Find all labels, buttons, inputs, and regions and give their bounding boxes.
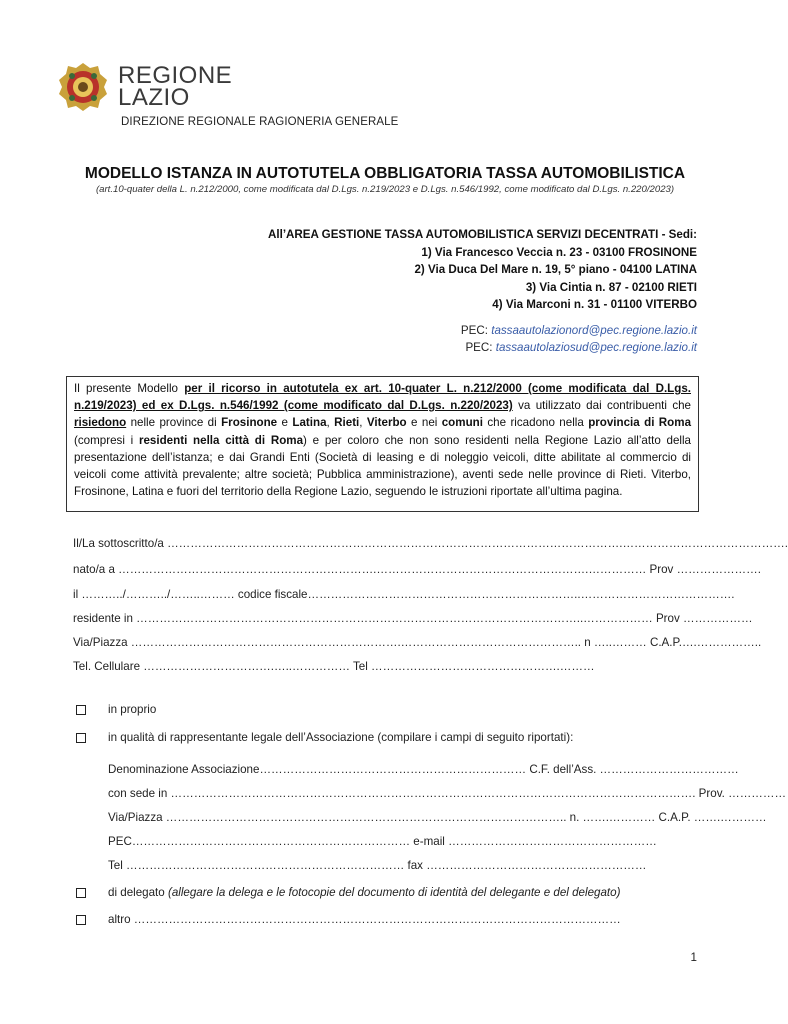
option-own-behalf[interactable]: [76, 703, 710, 716]
intro-text-bold: residenti nella città di Roma: [138, 433, 304, 447]
intro-text-bold: provincia di Roma: [588, 416, 692, 430]
pec-address-link[interactable]: tassaautolaziosud@pec.regione.lazio.it: [495, 341, 697, 354]
intro-text-emphasis: risiedono: [74, 416, 127, 430]
checkbox[interactable]: [76, 915, 86, 925]
option-label: di delegato: [108, 886, 168, 899]
checkbox[interactable]: [76, 705, 86, 715]
field-association-tel-fax[interactable]: Tel ……………………………………………………………… fax …………………………………………………: [108, 859, 647, 872]
intro-notice-box: [66, 376, 699, 512]
field-full-name[interactable]: Il/La sottoscritto/a ……………………………………………………………………………………………………….…………………………………….: [73, 537, 788, 550]
regione-lazio-logo: [58, 62, 232, 112]
pec-block: [461, 322, 697, 356]
checkbox[interactable]: [76, 733, 86, 743]
form-title: MODELLO ISTANZA IN AUTOTUTELA OBBLIGATORIA TASSA AUTOMOBILISTICA: [84, 165, 686, 182]
field-association-name[interactable]: Denominazione Associazione…………………………………………………………… C.F. dell’Ass. ………………………………: [108, 763, 739, 776]
department-name: DIREZIONE REGIONALE RAGIONERIA GENERALE: [121, 116, 399, 128]
option-label: in qualità di rappresentante legale dell’Associazione (compilare i campi di seguito riportati):: [108, 731, 574, 744]
field-residence[interactable]: residente in ……………………………………………………………………………………………………..……………… Prov ………………: [73, 612, 753, 625]
pec-label: PEC:: [460, 324, 488, 337]
field-birthplace[interactable]: nato/a a ………………………………………………………….……………………………………………….…………… Prov ………………….: [73, 563, 761, 576]
option-legal-representative[interactable]: [76, 731, 710, 744]
intro-text: ,: [326, 416, 335, 430]
intro-text-bold: Viterbo: [366, 416, 407, 430]
intro-text: (compresi i: [74, 433, 139, 447]
form-subtitle: (art.10-quater della L. n.212/2000, come modificata dal D.Lgs. n.219/2023 e D.Lgs. n.546/1992, come modificato dal D.Lgs. n.220/2023): [95, 184, 675, 195]
intro-text: e: [277, 416, 293, 430]
field-phone[interactable]: Tel. Cellulare …………………………….…..…………… Tel ………………………………………….………: [73, 660, 595, 673]
option-note: (allegare la delega e le fotocopie del documento di identità del delegante e del delegato): [167, 886, 621, 899]
pec-address-link[interactable]: tassaautolazionord@pec.regione.lazio.it: [491, 324, 697, 337]
logo-text-line2: LAZIO: [118, 84, 190, 111]
intro-text-bold: comuni: [441, 416, 483, 430]
page-number: 1: [690, 951, 697, 964]
intro-text-bold: Frosinone: [221, 416, 278, 430]
field-association-street[interactable]: Via/Piazza ………………………………………………………………………………………….. n. …….………… C.A.P. …….…………: [108, 811, 767, 824]
office-address: 1) Via Francesco Veccia n. 23 - 03100 FROSINONE: [421, 245, 697, 259]
field-street-address[interactable]: Via/Piazza …………………………………………………………….……………………………………….. n …..……… C.A.P.….……………..: [73, 636, 762, 649]
recipient-heading: All’AREA GESTIONE TASSA AUTOMOBILISTICA SERVIZI DECENTRATI - Sedi:: [268, 228, 697, 241]
office-address: 2) Via Duca Del Mare n. 19, 5° piano - 04100 LATINA: [414, 263, 697, 276]
field-association-pec-email[interactable]: PEC……………………………………………………………… e-mail ………………………………………………: [108, 835, 657, 848]
intro-text: nelle province di: [126, 416, 222, 430]
intro-text: ) e per coloro che non sono residenti nella Regione Lazio all’atto della presentazione dell’istanza; e dai Grandi Enti (Società di leasing e di noleggio veicoli, ditte abilitate al commercio di veicoli come attività prevalente; altre società; Pubblica amministrazione), aventi sede nelle province di Rieti. Viterbo, Frosinone, Latina e fuori del territorio della Regione Lazio, seguendo le istruzioni riportate all’ultima pagina.: [74, 433, 692, 499]
intro-text-bold: Latina: [292, 416, 327, 430]
intro-text: Il presente Modello: [74, 382, 185, 395]
field-association-seat[interactable]: con sede in ………………………………………………………………………………………………………………………. Prov. ……………: [108, 787, 787, 800]
option-label: in proprio: [108, 703, 157, 716]
intro-text: che ricadono nella: [482, 416, 589, 430]
option-delegate[interactable]: [76, 886, 710, 899]
option-label[interactable]: altro ………………………………………………………………………………………………………………: [108, 913, 621, 926]
intro-text: va utilizzato dai contribuenti che: [512, 399, 692, 413]
logo-text-line1: REGIONE: [118, 62, 233, 89]
pec-label: PEC:: [465, 341, 493, 354]
checkbox[interactable]: [76, 888, 86, 898]
field-birthdate-taxcode[interactable]: il ………../………../……..……… codice fiscale……………………………………………………………..………………………………….: [73, 588, 735, 601]
office-address: 3) Via Cintia n. 87 - 02100 RIETI: [525, 280, 697, 294]
intro-text: e nei: [406, 416, 442, 430]
intro-text-bold: Rieti: [334, 416, 360, 430]
intro-text: ,: [359, 416, 367, 430]
regione-lazio-emblem-icon: [58, 62, 108, 112]
recipient-block: [268, 226, 697, 314]
office-address: 4) Via Marconi n. 31 - 01100 VITERBO: [492, 298, 697, 311]
option-other[interactable]: [76, 913, 710, 926]
intro-text-emphasis: per il ricorso in autotutela ex art. 10-quater L. n.212/2000 (come modificata dal D.Lgs. n.219/2023) ed ex D.Lgs. n.546/1992 (come modificato dal D.Lgs. n.220/2023): [74, 382, 691, 413]
